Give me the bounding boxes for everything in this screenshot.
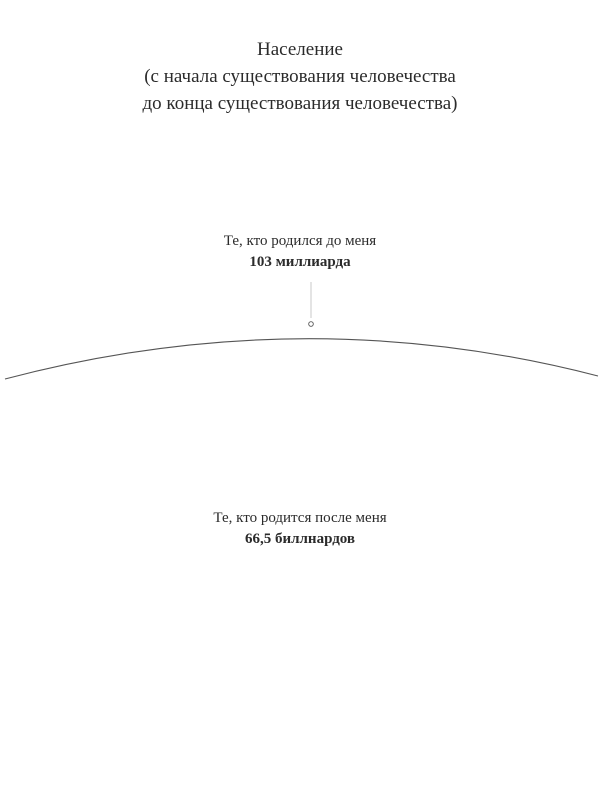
timeline-arc: [5, 339, 598, 379]
title-line-3: до конца существования человечества): [142, 93, 458, 114]
born-after-label: [0, 508, 600, 550]
born-before-value: 103 миллиарда: [249, 254, 351, 270]
born-before-caption: Те, кто родился до меня: [223, 233, 377, 249]
title-line-2: (с начала существования человечества: [144, 66, 456, 87]
title-line-1: Население: [257, 39, 343, 60]
position-marker-dot: [309, 322, 314, 327]
born-after-value: 66,5 биллнардов: [244, 531, 356, 547]
born-after-caption: Те, кто родится после меня: [213, 510, 387, 526]
